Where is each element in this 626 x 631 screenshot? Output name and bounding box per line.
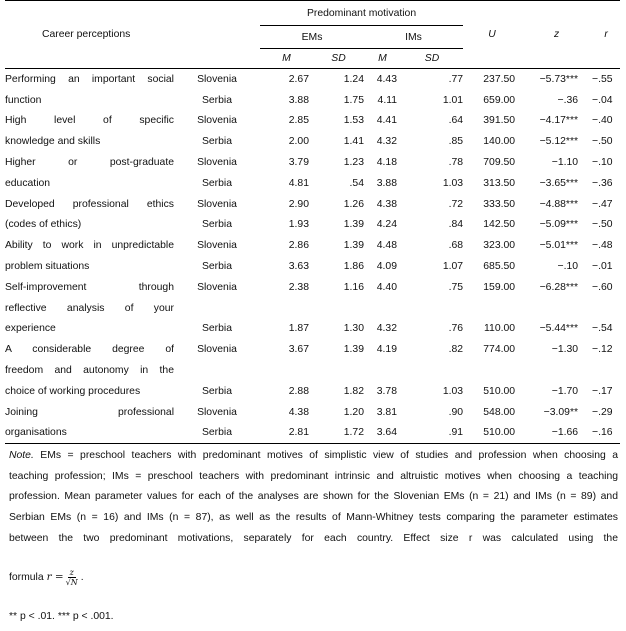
note-line bbox=[9, 467, 618, 488]
ims-sd-cell: .64 bbox=[448, 115, 464, 127]
table-row bbox=[5, 90, 620, 111]
career-perception-label: reflective analysis of your bbox=[5, 302, 174, 314]
table-row bbox=[5, 381, 620, 402]
z-cell bbox=[521, 298, 592, 319]
u-cell: 333.50 bbox=[483, 198, 516, 210]
r-cell bbox=[592, 298, 620, 319]
ims-sd-cell: 1.03 bbox=[442, 385, 464, 397]
ems-m-cell: 4.38 bbox=[288, 406, 309, 418]
ims-m-cell: 4.38 bbox=[376, 198, 397, 210]
table-row bbox=[5, 235, 620, 256]
country-cell: Slovenia bbox=[197, 115, 237, 127]
table-row bbox=[5, 194, 620, 215]
ims-sd-header: SD bbox=[401, 49, 463, 69]
table-note bbox=[9, 446, 618, 549]
ems-sd-header: SD bbox=[313, 49, 364, 69]
u-cell: 159.00 bbox=[483, 281, 516, 293]
ems-m-cell bbox=[260, 360, 313, 381]
ems-sd-cell: 1.39 bbox=[343, 344, 364, 356]
ems-m-cell: 2.88 bbox=[288, 385, 309, 397]
note-text: between the two predominant motivations, separately for each country. Effect size r was calculated using the bbox=[9, 532, 618, 544]
note-text: Serbian EMs (n = 16) and IMs (n = 87), as well as the results of Mann-Whitney tests comparing the parameter estimates bbox=[9, 512, 618, 524]
country-cell: Slovenia bbox=[197, 344, 237, 356]
r-cell: −.48 bbox=[592, 240, 613, 252]
ems-m-cell: 2.86 bbox=[288, 240, 309, 252]
ems-m-cell: 2.90 bbox=[288, 198, 309, 210]
ems-sd-cell: 1.72 bbox=[313, 423, 364, 444]
country-cell: Serbia bbox=[201, 219, 233, 231]
r-cell: −.54 bbox=[592, 323, 613, 335]
ims-m-cell: 4.41 bbox=[376, 115, 397, 127]
r-cell: −.50 bbox=[592, 136, 613, 148]
country-cell: Serbia bbox=[174, 423, 260, 444]
ims-m-cell: 4.11 bbox=[377, 94, 397, 106]
r-cell: −.55 bbox=[592, 73, 613, 85]
country-cell: Slovenia bbox=[197, 406, 237, 418]
u-cell: 659.00 bbox=[483, 94, 516, 106]
note-line bbox=[9, 446, 618, 467]
ims-sd-cell: .72 bbox=[448, 198, 464, 210]
career-perception-label: education bbox=[5, 177, 51, 189]
u-cell: 510.00 bbox=[463, 423, 521, 444]
career-perception-label: experience bbox=[5, 323, 56, 335]
r-cell: −.01 bbox=[592, 261, 613, 273]
z-cell: −4.17*** bbox=[539, 115, 579, 127]
ims-sd-cell: .77 bbox=[448, 73, 464, 85]
r-cell: −.17 bbox=[592, 385, 613, 397]
r-cell: −.16 bbox=[592, 423, 620, 444]
career-perception-label: High level of specific bbox=[5, 115, 174, 127]
country-cell: Serbia bbox=[201, 136, 233, 148]
ems-m-cell: 3.63 bbox=[288, 261, 309, 273]
table-row bbox=[5, 360, 620, 381]
table-row bbox=[5, 131, 620, 152]
table-row bbox=[5, 111, 620, 132]
ims-m-cell: 4.40 bbox=[376, 281, 397, 293]
z-cell: −4.88*** bbox=[539, 198, 579, 210]
note-line bbox=[9, 508, 618, 529]
ims-m-cell: 4.32 bbox=[376, 323, 397, 335]
country-cell: Serbia bbox=[201, 323, 233, 335]
ems-sd-cell: 1.30 bbox=[343, 323, 364, 335]
r-cell: −.60 bbox=[592, 281, 613, 293]
ims-m-cell: 4.48 bbox=[376, 240, 397, 252]
u-cell: 391.50 bbox=[483, 115, 516, 127]
note-lead: Note. bbox=[9, 450, 34, 461]
career-perception-label: Higher or post-graduate bbox=[5, 157, 174, 169]
career-perception-label: Ability to work in unpredictable bbox=[5, 240, 174, 252]
r-cell: −.47 bbox=[592, 198, 613, 210]
header-row-top bbox=[5, 1, 620, 26]
ems-m-cell: 3.79 bbox=[288, 157, 309, 169]
country-cell: Slovenia bbox=[197, 281, 237, 293]
ims-m-cell: 4.18 bbox=[376, 157, 397, 169]
ims-sd-cell: 1.03 bbox=[442, 177, 464, 189]
note-line bbox=[9, 487, 618, 508]
u-cell: 774.00 bbox=[483, 344, 516, 356]
formula-prefix: formula bbox=[9, 571, 44, 583]
note-line bbox=[9, 529, 618, 550]
career-perception-label: knowledge and skills bbox=[5, 136, 101, 148]
table-row bbox=[5, 402, 620, 423]
formula-expression bbox=[47, 568, 78, 587]
country-header bbox=[174, 1, 260, 69]
ims-m-cell: 3.78 bbox=[376, 385, 397, 397]
note-text: teaching profession; IMs = preschool teachers with predominant intrinsic and altruistic motives when choosing a teaching bbox=[9, 470, 618, 482]
z-cell: −3.65*** bbox=[539, 177, 579, 189]
career-perceptions-header: Career perceptions bbox=[5, 1, 174, 69]
ems-m-cell: 1.87 bbox=[288, 323, 309, 335]
ems-m-cell: 4.81 bbox=[288, 177, 309, 189]
ims-m-cell: 3.64 bbox=[364, 423, 401, 444]
u-cell bbox=[463, 298, 521, 319]
ims-sd-cell: .78 bbox=[448, 157, 464, 169]
ims-sd-cell: .68 bbox=[448, 240, 464, 252]
z-cell: −3.09** bbox=[543, 406, 579, 418]
u-cell: 140.00 bbox=[483, 136, 516, 148]
z-cell: −.10 bbox=[557, 261, 579, 273]
ems-sd-cell: 1.41 bbox=[343, 136, 364, 148]
table-row bbox=[5, 298, 620, 319]
ems-sd-cell: 1.23 bbox=[343, 157, 364, 169]
formula-denominator: √N bbox=[65, 577, 78, 587]
ems-m-cell: 2.81 bbox=[260, 423, 313, 444]
r-cell bbox=[592, 360, 620, 381]
ims-sd-cell bbox=[401, 360, 463, 381]
career-perception-label: organisations bbox=[5, 423, 174, 444]
career-perception-label: Joining professional bbox=[5, 406, 174, 418]
ims-sd-cell: .91 bbox=[401, 423, 463, 444]
table-row bbox=[5, 277, 620, 298]
ims-sd-cell bbox=[401, 298, 463, 319]
country-cell: Serbia bbox=[201, 177, 233, 189]
ims-sd-cell: 1.01 bbox=[442, 94, 464, 106]
ims-m-cell: 3.81 bbox=[376, 406, 397, 418]
ems-sd-cell: 1.82 bbox=[343, 385, 364, 397]
ems-m-cell: 3.67 bbox=[288, 344, 309, 356]
ems-header: EMs bbox=[260, 26, 364, 49]
ems-sd-cell: 1.26 bbox=[343, 198, 364, 210]
u-cell: 110.00 bbox=[484, 323, 516, 335]
career-perception-label: A considerable degree of bbox=[5, 344, 174, 356]
career-perception-label: Self-improvement through bbox=[5, 281, 174, 293]
z-cell: −5.12*** bbox=[539, 136, 579, 148]
ems-m-cell: 2.00 bbox=[288, 136, 309, 148]
z-cell bbox=[521, 360, 592, 381]
table-row bbox=[5, 152, 620, 173]
z-cell: −1.70 bbox=[551, 385, 579, 397]
ems-m-header: M bbox=[260, 49, 313, 69]
ims-sd-cell: .76 bbox=[448, 323, 464, 335]
ems-sd-cell bbox=[313, 360, 364, 381]
z-cell: −5.01*** bbox=[539, 240, 579, 252]
table-row bbox=[5, 215, 620, 236]
country-cell: Serbia bbox=[201, 94, 233, 106]
z-cell: −5.73*** bbox=[539, 73, 579, 85]
table-row bbox=[5, 319, 620, 340]
ems-m-cell: 2.38 bbox=[288, 281, 309, 293]
country-cell: Serbia bbox=[201, 385, 233, 397]
r-cell: −.36 bbox=[592, 177, 613, 189]
ems-sd-cell: .54 bbox=[349, 177, 364, 189]
r-cell: −.40 bbox=[592, 115, 613, 127]
r-cell: −.50 bbox=[592, 219, 613, 231]
r-header: r bbox=[592, 1, 620, 69]
formula-fraction bbox=[66, 568, 78, 587]
ems-sd-cell: 1.39 bbox=[343, 240, 364, 252]
table-body bbox=[5, 69, 620, 444]
ims-m-cell bbox=[364, 298, 401, 319]
u-cell: 685.50 bbox=[483, 261, 516, 273]
u-cell: 709.50 bbox=[483, 157, 516, 169]
table-row bbox=[5, 423, 620, 444]
u-cell: 142.50 bbox=[483, 219, 516, 231]
ims-m-cell: 4.09 bbox=[376, 261, 397, 273]
ems-m-cell bbox=[260, 298, 313, 319]
table-row bbox=[5, 339, 620, 360]
ims-sd-cell: .75 bbox=[448, 281, 464, 293]
ems-sd-cell: 1.75 bbox=[343, 94, 364, 106]
formula-lhs: r = bbox=[46, 571, 64, 583]
ims-sd-cell: .90 bbox=[448, 406, 464, 418]
ims-sd-cell: .82 bbox=[448, 344, 464, 356]
u-cell: 510.00 bbox=[483, 385, 516, 397]
country-cell: Slovenia bbox=[197, 198, 237, 210]
country-cell: Slovenia bbox=[197, 73, 237, 85]
ims-sd-cell: 1.07 bbox=[442, 261, 464, 273]
z-cell: −1.10 bbox=[551, 157, 579, 169]
ems-m-cell: 2.85 bbox=[288, 115, 309, 127]
ims-m-cell: 3.88 bbox=[376, 177, 397, 189]
table-row bbox=[5, 256, 620, 277]
u-cell: 323.00 bbox=[483, 240, 516, 252]
z-header: z bbox=[521, 1, 592, 69]
ems-m-cell: 1.93 bbox=[288, 219, 309, 231]
career-perception-label: freedom and autonomy in the bbox=[5, 365, 174, 377]
ims-sd-cell: .84 bbox=[448, 219, 464, 231]
ems-sd-cell: 1.39 bbox=[343, 219, 364, 231]
ems-sd-cell: 1.53 bbox=[343, 115, 364, 127]
effect-size-formula bbox=[9, 566, 84, 588]
career-perception-label: (codes of ethics) bbox=[5, 219, 82, 231]
z-cell: −5.44*** bbox=[539, 323, 579, 335]
r-cell: −.12 bbox=[592, 344, 613, 356]
ims-m-cell: 4.24 bbox=[376, 219, 397, 231]
career-perception-label: Performing an important social bbox=[5, 73, 174, 85]
ims-m-header: M bbox=[364, 49, 401, 69]
predominant-motivation-header: Predominant motivation bbox=[260, 1, 463, 26]
formula-suffix: . bbox=[80, 571, 84, 583]
note-text: EMs = preschool teachers with predominant motives of simplistic view of studies and profession when choosing a bbox=[33, 450, 618, 461]
ems-m-cell: 2.67 bbox=[288, 73, 309, 85]
career-perception-label: Developed professional ethics bbox=[5, 198, 174, 210]
ims-m-cell: 4.19 bbox=[376, 344, 397, 356]
u-cell bbox=[463, 360, 521, 381]
results-table bbox=[5, 0, 620, 444]
r-cell: −.04 bbox=[592, 94, 613, 106]
ems-sd-cell: 1.24 bbox=[343, 73, 364, 85]
ims-m-cell: 4.32 bbox=[376, 136, 397, 148]
z-cell: −.36 bbox=[557, 94, 579, 106]
formula-numerator: z bbox=[69, 567, 74, 577]
ims-sd-cell: .85 bbox=[448, 136, 464, 148]
ems-sd-cell: 1.86 bbox=[343, 261, 364, 273]
significance-note: ** p < .01. *** p < .001. bbox=[9, 611, 114, 622]
note-text: profession. Mean parameter values for each of the analyses are shown for the Slovenian EMs (n = 21) and IMs (n = 89) and bbox=[9, 491, 618, 503]
z-cell: −1.66 bbox=[521, 423, 592, 444]
country-cell bbox=[174, 298, 260, 319]
ems-sd-cell: 1.16 bbox=[343, 281, 364, 293]
country-cell: Serbia bbox=[201, 261, 233, 273]
u-cell: 237.50 bbox=[483, 73, 516, 85]
career-perception-label: problem situations bbox=[5, 261, 90, 273]
ims-header: IMs bbox=[364, 26, 463, 49]
table-row bbox=[5, 173, 620, 194]
ims-m-cell bbox=[364, 360, 401, 381]
u-cell: 313.50 bbox=[483, 177, 516, 189]
ims-m-cell: 4.43 bbox=[376, 73, 397, 85]
r-cell: −.10 bbox=[592, 157, 613, 169]
career-perception-label: choice of working procedures bbox=[5, 385, 141, 397]
country-cell bbox=[174, 360, 260, 381]
ems-sd-cell: 1.20 bbox=[343, 406, 364, 418]
career-perception-label: function bbox=[5, 94, 42, 106]
z-cell: −6.28*** bbox=[539, 281, 579, 293]
ems-m-cell: 3.88 bbox=[288, 94, 309, 106]
ems-sd-cell bbox=[313, 298, 364, 319]
country-cell: Slovenia bbox=[197, 240, 237, 252]
table-row bbox=[5, 69, 620, 90]
r-cell: −.29 bbox=[592, 406, 613, 418]
country-cell: Slovenia bbox=[197, 157, 237, 169]
z-cell: −1.30 bbox=[551, 344, 579, 356]
u-cell: 548.00 bbox=[483, 406, 516, 418]
u-header: U bbox=[463, 1, 521, 69]
z-cell: −5.09*** bbox=[539, 219, 579, 231]
